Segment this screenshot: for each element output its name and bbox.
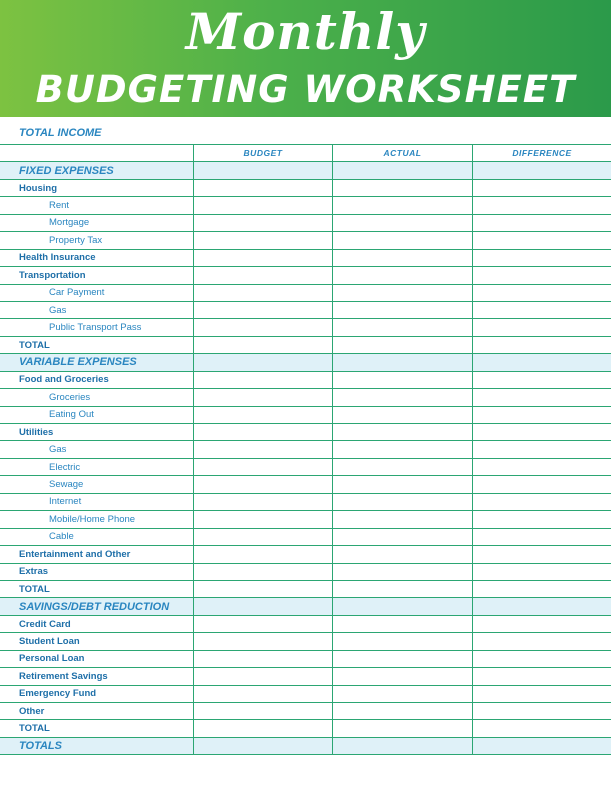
budget-cell[interactable]: [193, 267, 332, 283]
actual-cell[interactable]: [332, 337, 472, 353]
actual-cell[interactable]: [332, 285, 472, 301]
row-label: Electric: [49, 461, 81, 473]
table-row: [0, 546, 611, 563]
row-label: Housing: [19, 182, 57, 194]
row-label-cell: [0, 651, 193, 667]
actual-cell[interactable]: [332, 215, 472, 231]
row-label: Transportation: [19, 269, 86, 281]
row-label-cell: [0, 250, 193, 266]
column-header-row: [0, 145, 611, 162]
row-label: Health Insurance: [19, 252, 96, 264]
row-label: Utilities: [19, 426, 54, 438]
row-label: Gas: [49, 304, 67, 316]
row-label-cell: [0, 162, 193, 178]
budget-cell[interactable]: [193, 616, 332, 632]
table-row: [0, 651, 611, 668]
difference-cell[interactable]: [472, 564, 611, 580]
actual-cell[interactable]: [332, 232, 472, 248]
budget-cell[interactable]: [193, 581, 332, 597]
row-label-cell: [0, 232, 193, 248]
row-label-cell: [0, 598, 193, 614]
row-label: Rent: [49, 200, 70, 212]
table-row: [0, 494, 611, 511]
difference-cell[interactable]: [472, 703, 611, 719]
table-row: [0, 197, 611, 214]
budget-cell[interactable]: [193, 302, 332, 318]
difference-cell[interactable]: [472, 424, 611, 440]
budget-cell[interactable]: [193, 738, 332, 754]
table-row: [0, 215, 611, 232]
actual-cell[interactable]: [332, 581, 472, 597]
budget-cell[interactable]: [193, 633, 332, 649]
title-budgeting-worksheet: BUDGETING WORKSHEET: [35, 68, 576, 111]
row-label-cell: [0, 686, 193, 702]
difference-cell[interactable]: [472, 250, 611, 266]
table-row: [0, 302, 611, 319]
row-label-cell: [0, 511, 193, 527]
budget-cell[interactable]: [193, 407, 332, 423]
row-label: SAVINGS/DEBT REDUCTION: [19, 600, 170, 613]
table-row: [0, 424, 611, 441]
budget-cell[interactable]: [193, 250, 332, 266]
actual-cell[interactable]: [332, 616, 472, 632]
row-label-cell: [0, 581, 193, 597]
difference-cell[interactable]: [472, 511, 611, 527]
budget-cell[interactable]: [193, 180, 332, 196]
row-label-cell: [0, 564, 193, 580]
table-row: [0, 668, 611, 685]
row-label-cell: [0, 703, 193, 719]
table-row: [0, 441, 611, 458]
row-label: TOTAL: [19, 723, 50, 735]
row-label-cell: [0, 720, 193, 736]
budget-cell[interactable]: [193, 511, 332, 527]
difference-cell[interactable]: [472, 319, 611, 335]
table-row: [0, 529, 611, 546]
row-label: Eating Out: [49, 409, 94, 421]
budget-cell[interactable]: [193, 494, 332, 510]
table-row: [0, 232, 611, 249]
budget-cell[interactable]: [193, 354, 332, 370]
budget-cell[interactable]: [193, 459, 332, 475]
difference-cell[interactable]: [472, 598, 611, 614]
row-label-cell: [0, 529, 193, 545]
actual-cell[interactable]: [332, 651, 472, 667]
difference-cell[interactable]: [472, 633, 611, 649]
row-label-cell: [0, 389, 193, 405]
difference-cell[interactable]: [472, 720, 611, 736]
table-row: [0, 581, 611, 598]
budget-cell[interactable]: [193, 162, 332, 178]
actual-cell[interactable]: [332, 546, 472, 562]
column-header-difference: DIFFERENCE: [472, 145, 611, 161]
budget-cell[interactable]: [193, 720, 332, 736]
row-label-cell: [0, 494, 193, 510]
table-row: [0, 407, 611, 424]
table-row: [0, 633, 611, 650]
difference-cell[interactable]: [472, 546, 611, 562]
table-row: [0, 686, 611, 703]
row-label: Cable: [49, 531, 74, 543]
actual-cell[interactable]: [332, 267, 472, 283]
actual-cell[interactable]: [332, 197, 472, 213]
table-row: [0, 372, 611, 389]
difference-cell[interactable]: [472, 285, 611, 301]
row-label-cell: [0, 616, 193, 632]
row-label-cell: [0, 668, 193, 684]
budget-cell[interactable]: [193, 319, 332, 335]
actual-cell[interactable]: [332, 476, 472, 492]
difference-cell[interactable]: [472, 215, 611, 231]
budget-cell[interactable]: [193, 372, 332, 388]
difference-cell[interactable]: [472, 372, 611, 388]
actual-cell[interactable]: [332, 633, 472, 649]
actual-cell[interactable]: [332, 180, 472, 196]
actual-cell[interactable]: [332, 511, 472, 527]
column-header-budget: BUDGET: [193, 145, 332, 161]
table-row: [0, 267, 611, 284]
actual-cell[interactable]: [332, 720, 472, 736]
row-label: TOTALS: [19, 740, 62, 753]
row-label: Property Tax: [49, 234, 103, 246]
column-header-actual: ACTUAL: [332, 145, 472, 161]
actual-cell[interactable]: [332, 686, 472, 702]
budget-cell[interactable]: [193, 441, 332, 457]
difference-cell[interactable]: [472, 407, 611, 423]
row-label-cell: [0, 337, 193, 353]
section-row: [0, 738, 611, 755]
row-label-cell: [0, 197, 193, 213]
difference-cell[interactable]: [472, 162, 611, 178]
difference-cell[interactable]: [472, 180, 611, 196]
title-monthly: Monthly: [185, 2, 426, 61]
row-label: Emergency Fund: [19, 688, 97, 700]
row-label: Groceries: [49, 391, 91, 403]
row-label: Other: [19, 705, 45, 717]
budget-cell[interactable]: [193, 337, 332, 353]
budget-cell[interactable]: [193, 651, 332, 667]
actual-cell[interactable]: [332, 598, 472, 614]
actual-cell[interactable]: [332, 668, 472, 684]
difference-cell[interactable]: [472, 651, 611, 667]
difference-cell[interactable]: [472, 302, 611, 318]
budget-cell[interactable]: [193, 424, 332, 440]
budget-cell[interactable]: [193, 598, 332, 614]
row-label-cell: [0, 407, 193, 423]
row-label-cell: [0, 267, 193, 283]
row-label: Retirement Savings: [19, 670, 108, 682]
difference-cell[interactable]: [472, 197, 611, 213]
difference-cell[interactable]: [472, 267, 611, 283]
table-row: [0, 180, 611, 197]
table-row: [0, 616, 611, 633]
actual-cell[interactable]: [332, 459, 472, 475]
actual-cell[interactable]: [332, 250, 472, 266]
row-label-cell: [0, 372, 193, 388]
actual-cell[interactable]: [332, 738, 472, 754]
difference-cell[interactable]: [472, 389, 611, 405]
row-label: Entertainment and Other: [19, 548, 131, 560]
difference-cell[interactable]: [472, 686, 611, 702]
row-label-cell: [0, 354, 193, 370]
budget-cell[interactable]: [193, 686, 332, 702]
actual-cell[interactable]: [332, 162, 472, 178]
budget-cell[interactable]: [193, 389, 332, 405]
difference-cell[interactable]: [472, 232, 611, 248]
row-label: FIXED EXPENSES: [19, 164, 114, 177]
actual-cell[interactable]: [332, 564, 472, 580]
section-row: [0, 598, 611, 615]
row-label-cell: [0, 441, 193, 457]
budget-cell[interactable]: [193, 197, 332, 213]
total-income-label: TOTAL INCOME: [19, 126, 102, 139]
budget-cell[interactable]: [193, 668, 332, 684]
total-income-row: [0, 121, 611, 145]
row-label-cell: [0, 476, 193, 492]
difference-cell[interactable]: [472, 459, 611, 475]
row-label: Internet: [49, 496, 82, 508]
budget-cell[interactable]: [193, 476, 332, 492]
row-label-cell: [0, 285, 193, 301]
budget-cell[interactable]: [193, 215, 332, 231]
header-label-cell: [0, 145, 193, 161]
budget-cell[interactable]: [193, 564, 332, 580]
table-row: [0, 319, 611, 336]
row-label: TOTAL: [19, 339, 50, 351]
section-row: [0, 354, 611, 371]
row-label: VARIABLE EXPENSES: [19, 356, 137, 369]
budget-cell[interactable]: [193, 546, 332, 562]
actual-cell[interactable]: [332, 494, 472, 510]
difference-cell[interactable]: [472, 494, 611, 510]
budget-cell[interactable]: [193, 232, 332, 248]
row-label-cell: [0, 302, 193, 318]
row-label: Food and Groceries: [19, 374, 109, 386]
table-row: [0, 476, 611, 493]
table-row: [0, 389, 611, 406]
difference-cell[interactable]: [472, 616, 611, 632]
actual-cell[interactable]: [332, 354, 472, 370]
row-label-cell: [0, 180, 193, 196]
budget-table: [0, 121, 611, 755]
row-label: Credit Card: [19, 618, 71, 630]
table-row: [0, 511, 611, 528]
row-label: Student Loan: [19, 635, 80, 647]
actual-cell[interactable]: [332, 407, 472, 423]
table-row: [0, 285, 611, 302]
table-row: [0, 250, 611, 267]
row-label-cell: [0, 424, 193, 440]
title-banner: [0, 0, 611, 117]
row-label: Personal Loan: [19, 653, 85, 665]
table-row: [0, 564, 611, 581]
actual-cell[interactable]: [332, 389, 472, 405]
difference-cell[interactable]: [472, 337, 611, 353]
actual-cell[interactable]: [332, 529, 472, 545]
row-label: Mortgage: [49, 217, 90, 229]
section-row: [0, 162, 611, 179]
difference-cell[interactable]: [472, 529, 611, 545]
row-label-cell: [0, 319, 193, 335]
row-label-cell: [0, 459, 193, 475]
difference-cell[interactable]: [472, 581, 611, 597]
difference-cell[interactable]: [472, 668, 611, 684]
budget-cell[interactable]: [193, 529, 332, 545]
row-label: Public Transport Pass: [49, 322, 142, 334]
actual-cell[interactable]: [332, 424, 472, 440]
row-label: TOTAL: [19, 583, 50, 595]
row-label-cell: [0, 215, 193, 231]
row-label: Gas: [49, 444, 67, 456]
table-row: [0, 720, 611, 737]
difference-cell[interactable]: [472, 354, 611, 370]
table-row: [0, 703, 611, 720]
row-label: Sewage: [49, 479, 84, 491]
difference-cell[interactable]: [472, 738, 611, 754]
actual-cell[interactable]: [332, 441, 472, 457]
row-label-cell: [0, 633, 193, 649]
actual-cell[interactable]: [332, 319, 472, 335]
actual-cell[interactable]: [332, 372, 472, 388]
table-row: [0, 459, 611, 476]
budget-cell[interactable]: [193, 703, 332, 719]
row-label: Mobile/Home Phone: [49, 513, 136, 525]
row-label-cell: [0, 738, 193, 754]
actual-cell[interactable]: [332, 703, 472, 719]
table-row: [0, 337, 611, 354]
row-label: Car Payment: [49, 287, 105, 299]
difference-cell[interactable]: [472, 476, 611, 492]
row-label-cell: [0, 546, 193, 562]
row-label: Extras: [19, 566, 49, 578]
actual-cell[interactable]: [332, 302, 472, 318]
budget-cell[interactable]: [193, 285, 332, 301]
difference-cell[interactable]: [472, 441, 611, 457]
